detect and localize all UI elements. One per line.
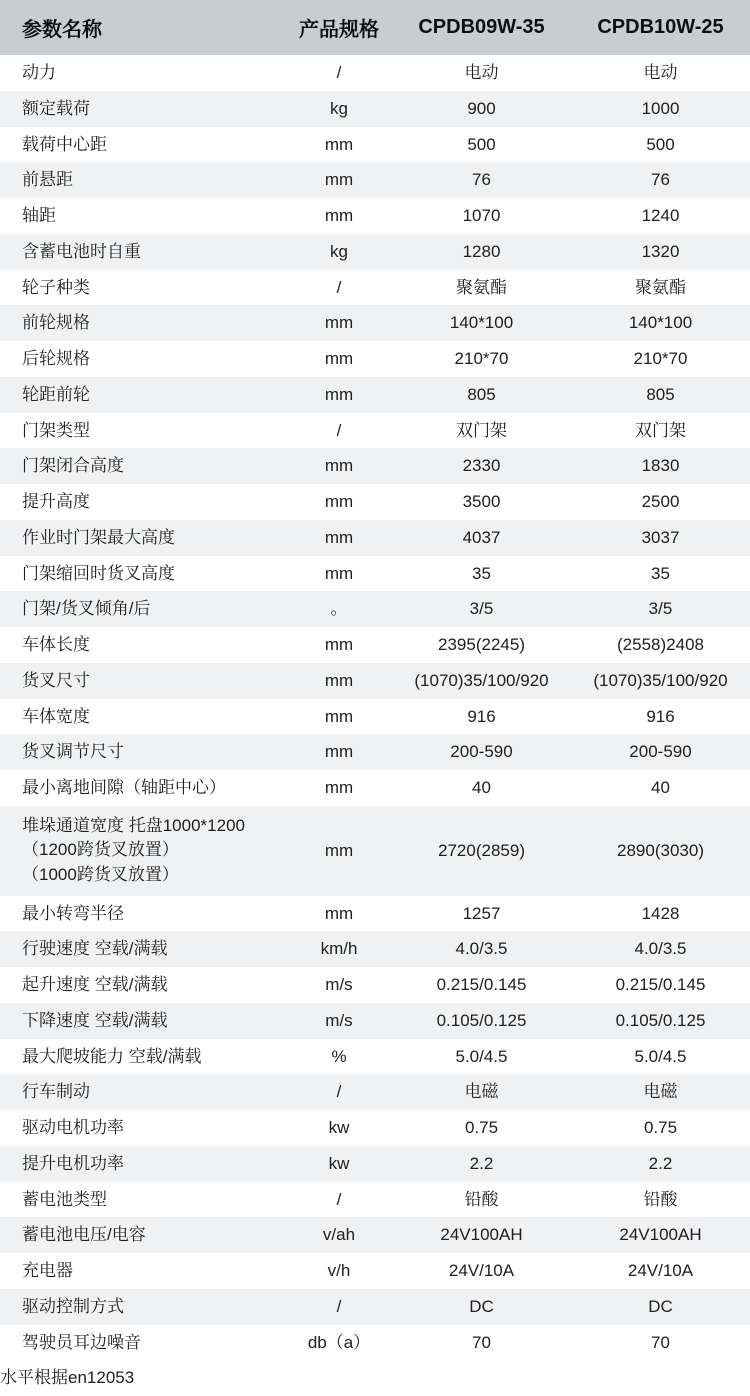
table-row bbox=[0, 127, 750, 163]
cell-value-model-2: 40 bbox=[571, 770, 750, 806]
cell-value-model-1: 900 bbox=[392, 91, 571, 127]
cell-value-model-1: 200-590 bbox=[392, 734, 571, 770]
cell-value-model-1: 24V/10A bbox=[392, 1253, 571, 1289]
table-row bbox=[0, 270, 750, 306]
cell-value-model-1: DC bbox=[392, 1289, 571, 1325]
cell-value-model-2: 3/5 bbox=[571, 591, 750, 627]
cell-value-model-2: 200-590 bbox=[571, 734, 750, 770]
table-header bbox=[0, 0, 750, 55]
cell-unit: / bbox=[286, 55, 392, 91]
cell-parameter-name: 最大爬坡能力 空载/满载 bbox=[0, 1039, 286, 1075]
cell-value-model-2: 24V100AH bbox=[571, 1217, 750, 1253]
table-row bbox=[0, 967, 750, 1003]
cell-value-model-2: 3037 bbox=[571, 520, 750, 556]
cell-value-model-2: 805 bbox=[571, 377, 750, 413]
cell-unit: mm bbox=[286, 377, 392, 413]
cell-value-model-2: 铅酸 bbox=[571, 1182, 750, 1218]
cell-unit: km/h bbox=[286, 931, 392, 967]
table-row bbox=[0, 770, 750, 806]
cell-value-model-2: 电磁 bbox=[571, 1074, 750, 1110]
cell-parameter-name: 充电器 bbox=[0, 1253, 286, 1289]
cell-parameter-name: 前悬距 bbox=[0, 162, 286, 198]
cell-unit: mm bbox=[286, 734, 392, 770]
cell-unit: mm bbox=[286, 341, 392, 377]
cell-value-model-1: 2330 bbox=[392, 448, 571, 484]
cell-value-model-1: (1070)35/100/920 bbox=[392, 663, 571, 699]
table-row bbox=[0, 1253, 750, 1289]
cell-unit: kg bbox=[286, 91, 392, 127]
cell-parameter-name: 轮子种类 bbox=[0, 270, 286, 306]
cell-value-model-2: (2558)2408 bbox=[571, 627, 750, 663]
table-row bbox=[0, 1289, 750, 1325]
table-row bbox=[0, 341, 750, 377]
cell-unit: mm bbox=[286, 770, 392, 806]
cell-unit: mm bbox=[286, 699, 392, 735]
cell-unit: db（a） bbox=[286, 1325, 392, 1361]
cell-value-model-2: 140*100 bbox=[571, 305, 750, 341]
cell-unit: / bbox=[286, 413, 392, 449]
table-row bbox=[0, 1039, 750, 1075]
cell-parameter-name: 轮距前轮 bbox=[0, 377, 286, 413]
cell-unit: mm bbox=[286, 520, 392, 556]
cell-unit: mm bbox=[286, 162, 392, 198]
table-row bbox=[0, 896, 750, 932]
table-row bbox=[0, 627, 750, 663]
cell-value-model-1: 1257 bbox=[392, 896, 571, 932]
cell-unit: / bbox=[286, 1074, 392, 1110]
table-footnote-row bbox=[0, 1360, 750, 1396]
cell-unit: % bbox=[286, 1039, 392, 1075]
cell-parameter-name: 额定载荷 bbox=[0, 91, 286, 127]
cell-parameter-name: 行车制动 bbox=[0, 1074, 286, 1110]
cell-value-model-1: 35 bbox=[392, 556, 571, 592]
cell-value-model-2: 0.105/0.125 bbox=[571, 1003, 750, 1039]
table-row bbox=[0, 234, 750, 270]
cell-value-model-2: 2.2 bbox=[571, 1146, 750, 1182]
cell-value-model-1: 聚氨酯 bbox=[392, 270, 571, 306]
cell-unit: 。 bbox=[286, 591, 392, 627]
cell-value-model-2: 76 bbox=[571, 162, 750, 198]
cell-value-model-2: 0.215/0.145 bbox=[571, 967, 750, 1003]
cell-parameter-name: 下降速度 空载/满载 bbox=[0, 1003, 286, 1039]
cell-value-model-1: 5.0/4.5 bbox=[392, 1039, 571, 1075]
cell-value-model-2: 916 bbox=[571, 699, 750, 735]
table-row bbox=[0, 198, 750, 234]
table-row bbox=[0, 1003, 750, 1039]
cell-value-model-1: 1070 bbox=[392, 198, 571, 234]
cell-unit: mm bbox=[286, 663, 392, 699]
table-row bbox=[0, 699, 750, 735]
table-row bbox=[0, 1325, 750, 1361]
table-row bbox=[0, 448, 750, 484]
cell-unit: kg bbox=[286, 234, 392, 270]
column-header-model-1: CPDB09W-35 bbox=[392, 0, 571, 55]
cell-parameter-name: 驱动控制方式 bbox=[0, 1289, 286, 1325]
cell-value-model-1: 2720(2859) bbox=[392, 806, 571, 896]
table-row bbox=[0, 806, 750, 896]
cell-parameter-name: 车体长度 bbox=[0, 627, 286, 663]
cell-parameter-name: 提升电机功率 bbox=[0, 1146, 286, 1182]
cell-unit: mm bbox=[286, 896, 392, 932]
cell-parameter-name: 门架缩回时货叉高度 bbox=[0, 556, 286, 592]
cell-parameter-name: 货叉调节尺寸 bbox=[0, 734, 286, 770]
cell-parameter-name: 行驶速度 空载/满载 bbox=[0, 931, 286, 967]
table-row bbox=[0, 413, 750, 449]
table-body bbox=[0, 55, 750, 1396]
cell-unit: mm bbox=[286, 448, 392, 484]
cell-parameter-name: 车体宽度 bbox=[0, 699, 286, 735]
cell-parameter-name: 蓄电池类型 bbox=[0, 1182, 286, 1218]
cell-value-model-2: 24V/10A bbox=[571, 1253, 750, 1289]
cell-value-model-2: 2890(3030) bbox=[571, 806, 750, 896]
table-row bbox=[0, 305, 750, 341]
table-row bbox=[0, 1110, 750, 1146]
cell-parameter-name: 含蓄电池时自重 bbox=[0, 234, 286, 270]
cell-value-model-1: 3500 bbox=[392, 484, 571, 520]
cell-value-model-2: 聚氨酯 bbox=[571, 270, 750, 306]
cell-unit: kw bbox=[286, 1110, 392, 1146]
table-row bbox=[0, 591, 750, 627]
cell-parameter-name: 轴距 bbox=[0, 198, 286, 234]
cell-value-model-1: 双门架 bbox=[392, 413, 571, 449]
cell-unit: m/s bbox=[286, 967, 392, 1003]
cell-parameter-name: 货叉尺寸 bbox=[0, 663, 286, 699]
table-row bbox=[0, 1182, 750, 1218]
cell-value-model-2: 0.75 bbox=[571, 1110, 750, 1146]
table-row bbox=[0, 663, 750, 699]
cell-value-model-2: 电动 bbox=[571, 55, 750, 91]
cell-parameter-name: 堆垛通道宽度 托盘1000*1200 （1200跨货叉放置） （1000跨货叉放置） bbox=[0, 806, 286, 896]
column-header-product-spec: 产品规格 bbox=[286, 0, 392, 55]
cell-parameter-name: 起升速度 空载/满载 bbox=[0, 967, 286, 1003]
cell-parameter-name: 门架闭合高度 bbox=[0, 448, 286, 484]
cell-value-model-2: 双门架 bbox=[571, 413, 750, 449]
cell-unit: mm bbox=[286, 484, 392, 520]
table-row bbox=[0, 734, 750, 770]
cell-value-model-1: 76 bbox=[392, 162, 571, 198]
cell-parameter-name: 驱动电机功率 bbox=[0, 1110, 286, 1146]
cell-value-model-1: 2.2 bbox=[392, 1146, 571, 1182]
cell-parameter-name: 动力 bbox=[0, 55, 286, 91]
cell-parameter-name: 最小离地间隙（轴距中心） bbox=[0, 770, 286, 806]
cell-value-model-1: 3/5 bbox=[392, 591, 571, 627]
cell-parameter-name: 前轮规格 bbox=[0, 305, 286, 341]
table-header-row bbox=[0, 0, 750, 55]
cell-unit: / bbox=[286, 1289, 392, 1325]
table-row bbox=[0, 556, 750, 592]
cell-unit: mm bbox=[286, 556, 392, 592]
cell-parameter-name: 驾驶员耳边噪音 bbox=[0, 1325, 286, 1361]
cell-value-model-2: (1070)35/100/920 bbox=[571, 663, 750, 699]
cell-parameter-name: 载荷中心距 bbox=[0, 127, 286, 163]
cell-parameter-name: 蓄电池电压/电容 bbox=[0, 1217, 286, 1253]
cell-value-model-1: 0.105/0.125 bbox=[392, 1003, 571, 1039]
cell-value-model-2: 500 bbox=[571, 127, 750, 163]
cell-parameter-name: 门架/货叉倾角/后 bbox=[0, 591, 286, 627]
table-row bbox=[0, 1074, 750, 1110]
column-header-parameter-name: 参数名称 bbox=[0, 0, 286, 55]
cell-unit: mm bbox=[286, 305, 392, 341]
cell-value-model-2: DC bbox=[571, 1289, 750, 1325]
table-row bbox=[0, 931, 750, 967]
cell-value-model-2: 1320 bbox=[571, 234, 750, 270]
column-header-model-2: CPDB10W-25 bbox=[571, 0, 750, 55]
cell-unit: v/ah bbox=[286, 1217, 392, 1253]
cell-parameter-name: 作业时门架最大高度 bbox=[0, 520, 286, 556]
cell-unit: mm bbox=[286, 127, 392, 163]
cell-value-model-1: 1280 bbox=[392, 234, 571, 270]
cell-value-model-1: 40 bbox=[392, 770, 571, 806]
cell-unit: mm bbox=[286, 806, 392, 896]
cell-value-model-1: 电动 bbox=[392, 55, 571, 91]
table-row bbox=[0, 1146, 750, 1182]
cell-parameter-name: 最小转弯半径 bbox=[0, 896, 286, 932]
cell-value-model-1: 24V100AH bbox=[392, 1217, 571, 1253]
table-row bbox=[0, 162, 750, 198]
cell-value-model-1: 210*70 bbox=[392, 341, 571, 377]
cell-value-model-1: 70 bbox=[392, 1325, 571, 1361]
cell-parameter-name: 门架类型 bbox=[0, 413, 286, 449]
cell-value-model-1: 铅酸 bbox=[392, 1182, 571, 1218]
table-row bbox=[0, 91, 750, 127]
table-row bbox=[0, 520, 750, 556]
cell-value-model-1: 4037 bbox=[392, 520, 571, 556]
cell-value-model-1: 2395(2245) bbox=[392, 627, 571, 663]
cell-unit: / bbox=[286, 1182, 392, 1218]
cell-unit: m/s bbox=[286, 1003, 392, 1039]
table-row bbox=[0, 484, 750, 520]
cell-value-model-2: 210*70 bbox=[571, 341, 750, 377]
cell-value-model-2: 70 bbox=[571, 1325, 750, 1361]
cell-unit: kw bbox=[286, 1146, 392, 1182]
cell-unit: mm bbox=[286, 198, 392, 234]
cell-value-model-2: 35 bbox=[571, 556, 750, 592]
cell-value-model-1: 140*100 bbox=[392, 305, 571, 341]
cell-value-model-1: 500 bbox=[392, 127, 571, 163]
cell-value-model-1: 0.75 bbox=[392, 1110, 571, 1146]
cell-value-model-2: 1830 bbox=[571, 448, 750, 484]
cell-value-model-2: 1000 bbox=[571, 91, 750, 127]
cell-value-model-2: 5.0/4.5 bbox=[571, 1039, 750, 1075]
cell-unit: mm bbox=[286, 627, 392, 663]
cell-value-model-1: 916 bbox=[392, 699, 571, 735]
table-row bbox=[0, 377, 750, 413]
cell-value-model-1: 电磁 bbox=[392, 1074, 571, 1110]
cell-value-model-1: 0.215/0.145 bbox=[392, 967, 571, 1003]
cell-unit: / bbox=[286, 270, 392, 306]
cell-value-model-2: 4.0/3.5 bbox=[571, 931, 750, 967]
cell-value-model-2: 2500 bbox=[571, 484, 750, 520]
table-row bbox=[0, 55, 750, 91]
cell-parameter-name: 提升高度 bbox=[0, 484, 286, 520]
cell-unit: v/h bbox=[286, 1253, 392, 1289]
cell-value-model-1: 4.0/3.5 bbox=[392, 931, 571, 967]
cell-value-model-1: 805 bbox=[392, 377, 571, 413]
footnote-text: 水平根据en12053 bbox=[0, 1360, 750, 1396]
cell-value-model-2: 1428 bbox=[571, 896, 750, 932]
cell-value-model-2: 1240 bbox=[571, 198, 750, 234]
cell-parameter-name: 后轮规格 bbox=[0, 341, 286, 377]
